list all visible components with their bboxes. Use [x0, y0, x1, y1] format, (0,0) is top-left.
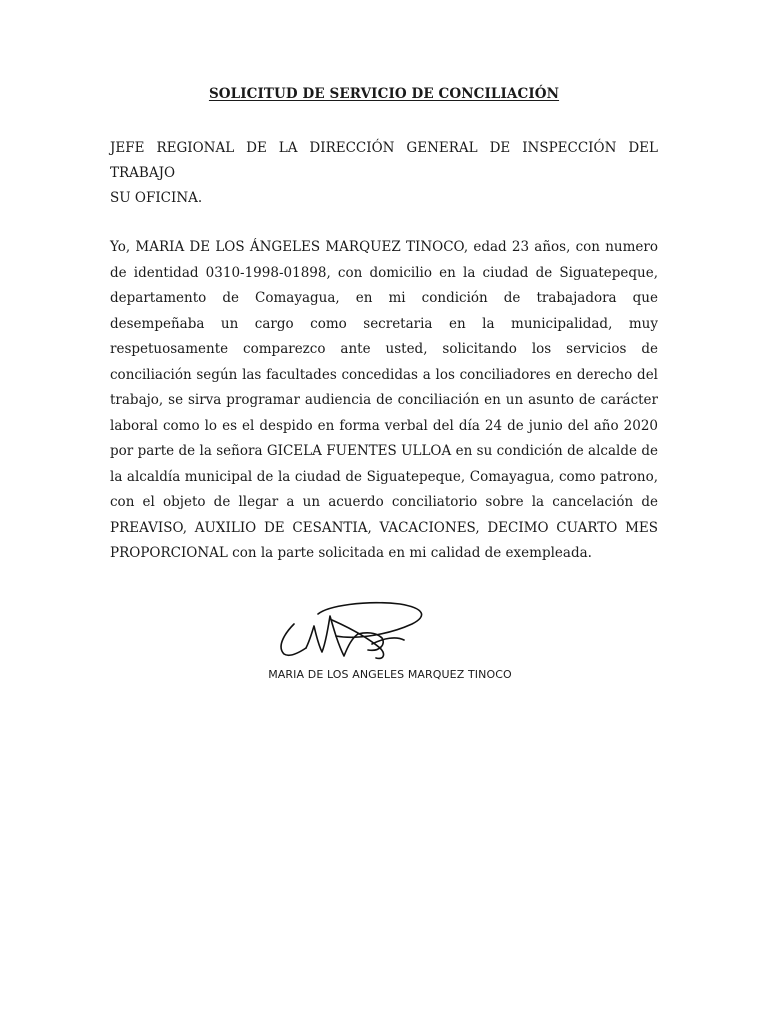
body-paragraph: Yo, MARIA DE LOS ÁNGELES MARQUEZ TINOCO, edad 23 años, con numero de identidad 0310-1998-01898, con domicilio en la ciudad de Siguatepeque, departamento de Comayagua, en mi condición de trabajadora que desempeñaba un cargo como secretaria en la municipalidad, muy respetuosamente comparezco ante usted, solicitando los servicios de conciliación según las facultades concedidas a los conciliadores en derecho del trabajo, se sirva programar audiencia de conciliación en un asunto de carácter laboral como lo es el despido en forma verbal del día 24 de junio del año 2020 por parte de la señora GICELA FUENTES ULLOA en su condición de alcalde de la alcaldía municipal de la ciudad de Siguatepeque, Comayagua, como patrono, con el objeto de llegar a un acuerdo conciliatorio sobre la cancelación de PREAVISO, AUXILIO DE CESANTIA, VACACIONES, DECIMO CUARTO MES PROPORCIONAL con la parte solicitada en mi calidad de exempleada. [110, 239, 658, 561]
handwritten-signature [272, 598, 432, 668]
document-title: SOLICITUD DE SERVICIO DE CONCILIACIÓN [208, 86, 560, 102]
recipient-block [110, 136, 658, 211]
recipient-line-2: TRABAJO [110, 165, 176, 181]
recipient-line-1: JEFE REGIONAL DE LA DIRECCIÓN GENERAL DE INSPECCIÓN DEL [110, 140, 658, 156]
recipient-line-3: SU OFICINA. [110, 190, 203, 206]
signer-name: MARIA DE LOS ANGELES MARQUEZ TINOCO [268, 668, 512, 681]
